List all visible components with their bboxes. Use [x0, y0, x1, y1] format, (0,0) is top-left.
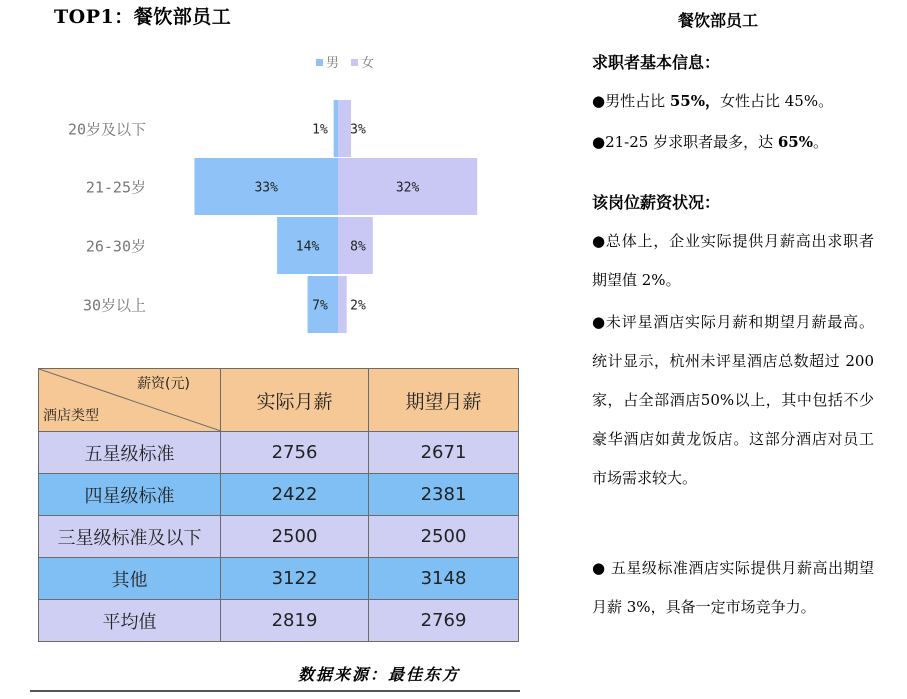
bottom-divider [30, 690, 520, 692]
data-label-female-0: 3% [350, 122, 366, 138]
table-row [39, 516, 519, 558]
paragraph-overall-salary: ●总体上，企业实际提供月薪高出求职者期望值 2%。 [592, 232, 874, 289]
data-label-female-2: 8% [350, 239, 366, 255]
paragraph-five-star: ● 五星级标准酒店实际提供月薪高出期望月薪 3%，具备一定市场竞争力。 [592, 559, 874, 616]
paragraph-age-group [592, 123, 874, 162]
paragraph-unrated-hotels: ●未评星酒店实际月薪和期望月薪最高。统计显示，杭州未评星酒店总数超过 200 家，占全部酒店50%以上，其中包括不少豪华酒店如黄龙饭店。这部分酒店对员工市场需求较大。 [592, 313, 874, 487]
data-label-male-2: 14% [295, 239, 320, 255]
expected-salary-cell: 2769 [369, 600, 519, 642]
legend-label-male: 男 [326, 56, 340, 71]
table-row [39, 558, 519, 600]
right-heading: 餐饮部员工 [678, 11, 759, 30]
actual-salary-cell: 2500 [221, 516, 369, 558]
table-row [39, 600, 519, 642]
actual-salary-cell: 2422 [221, 474, 369, 516]
text-span: ●21-25 岁求职者最多，达 [592, 133, 778, 151]
data-label-female-3: 2% [350, 298, 366, 314]
bar-female-3 [338, 276, 347, 333]
bar-female-0 [338, 100, 351, 157]
data-label-male-0: 1% [312, 122, 328, 138]
category-label-3: 30岁以上 [82, 296, 146, 315]
table-row [39, 474, 519, 516]
expected-salary-cell: 2671 [369, 432, 519, 474]
actual-salary-cell: 2819 [221, 600, 369, 642]
expected-salary-cell: 2500 [369, 516, 519, 558]
header-expected-salary: 期望月薪 [369, 369, 519, 432]
legend-swatch-female [351, 59, 358, 66]
salary-table [38, 368, 519, 642]
bar-male-0 [334, 100, 338, 157]
hotel-type-cell: 四星级标准 [39, 474, 221, 516]
text-span: 女性占比 45%。 [720, 92, 834, 110]
category-label-2: 26-30岁 [85, 237, 146, 256]
corner-hotel-type-label: 酒店类型 [43, 408, 99, 424]
text-span: ●男性占比 [592, 92, 670, 110]
actual-salary-cell: 3122 [221, 558, 369, 600]
header-actual-salary: 实际月薪 [221, 369, 369, 432]
category-label-1: 21-25岁 [85, 178, 146, 197]
hotel-type-cell: 三星级标准及以下 [39, 516, 221, 558]
expected-salary-cell: 2381 [369, 474, 519, 516]
hotel-type-cell: 其他 [39, 558, 221, 600]
corner-salary-label: 薪资(元) [137, 376, 190, 392]
table-row [39, 432, 519, 474]
table-header-row [39, 369, 519, 432]
data-label-male-3: 7% [312, 298, 328, 314]
age-gender-pyramid-chart [0, 48, 560, 348]
table-corner-header [39, 369, 221, 432]
data-source-note: 数据来源：最佳东方 [298, 665, 461, 684]
text-span: 。 [813, 133, 829, 151]
category-label-0: 20岁及以下 [67, 120, 146, 139]
data-label-male-1: 33% [254, 180, 278, 196]
data-label-female-1: 32% [395, 180, 420, 196]
actual-salary-cell: 2756 [221, 432, 369, 474]
chart-legend [316, 56, 374, 71]
page-title: TOP1：餐饮部员工 [54, 6, 232, 28]
hotel-type-cell: 平均值 [39, 600, 221, 642]
legend-swatch-male [316, 59, 323, 66]
paragraph-gender-ratio [592, 82, 874, 121]
bold-span: 55%， [669, 92, 720, 110]
section-heading-applicant-info: 求职者基本信息： [592, 53, 721, 72]
legend-label-female: 女 [361, 56, 375, 71]
expected-salary-cell: 3148 [369, 558, 519, 600]
hotel-type-cell: 五星级标准 [39, 432, 221, 474]
bold-span: 65% [777, 133, 814, 151]
section-heading-salary-status: 该岗位薪资状况： [592, 193, 721, 212]
